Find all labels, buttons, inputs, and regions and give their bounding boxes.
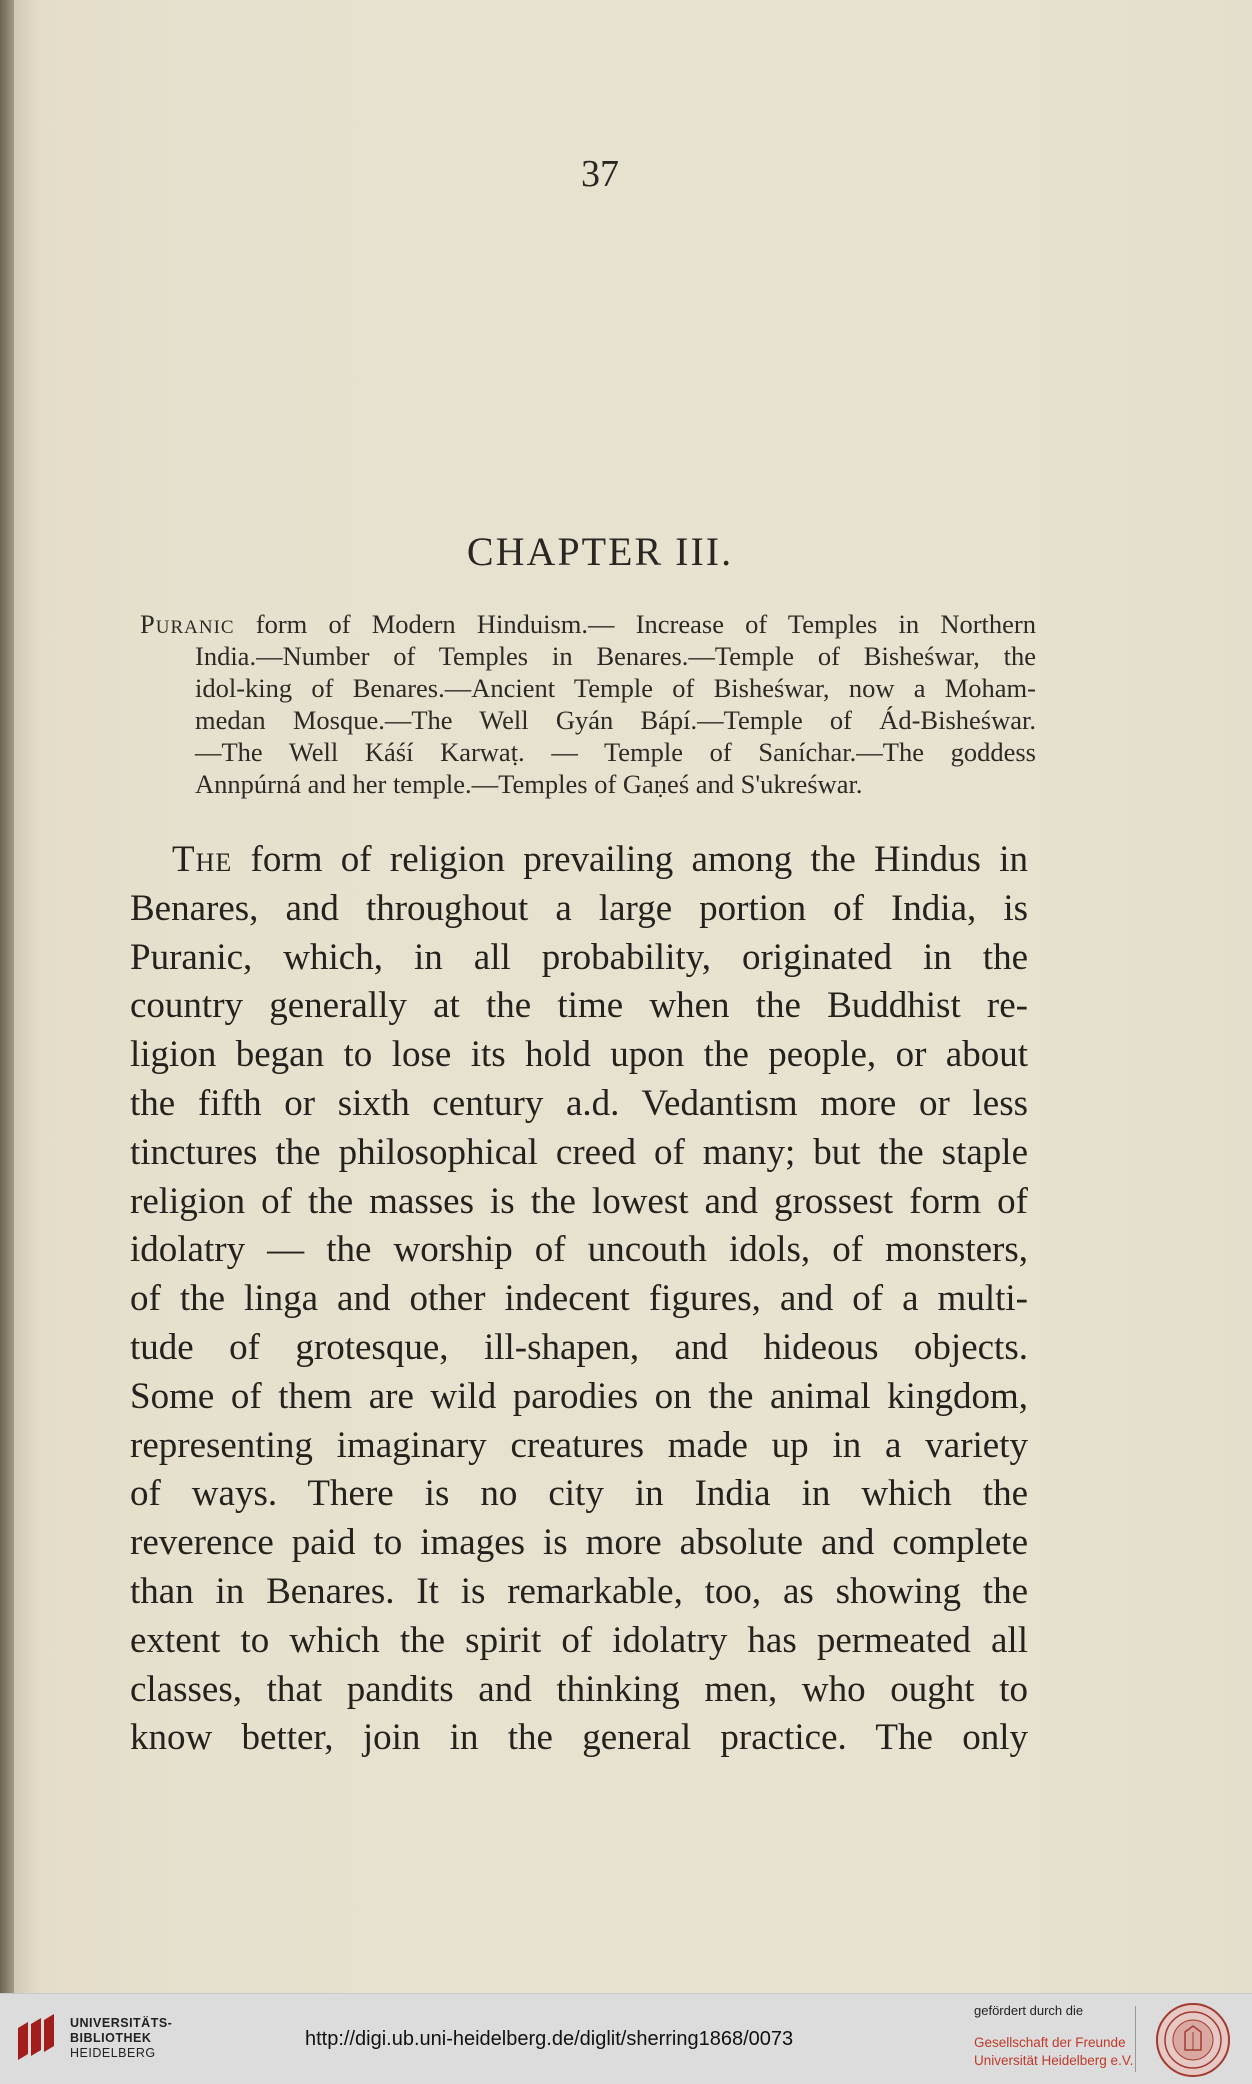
summary-line: India.—Number of Temples in Benares.—Temple of Bisheśwar, the	[195, 641, 1036, 671]
summary-line: Puranic form of Modern Hinduism.— Increase of Temples in Northern	[140, 609, 1036, 639]
body-line: ligion began to lose its hold upon the people, or about	[130, 1034, 1028, 1076]
digitization-footer	[0, 1993, 1252, 2084]
permalink-url[interactable]: http://digi.ub.uni-heidelberg.de/diglit/sherring1868/0073	[305, 2028, 794, 2050]
university-library-logo-icon	[14, 2014, 60, 2064]
body-line: reverence paid to images is more absolute and complete	[130, 1522, 1028, 1564]
body-line: classes, that pandits and thinking men, who ought to	[130, 1668, 1028, 1710]
chapter-title: CHAPTER III.	[466, 529, 734, 574]
book-spine-shadow	[0, 0, 14, 1993]
body-line: Puranic, which, in all probability, originated in the	[130, 936, 1028, 978]
library-name: UNIVERSITÄTS- BIBLIOTHEK HEIDELBERG	[70, 2016, 173, 2060]
body-line: Some of them are wild parodies on the animal kingdom,	[130, 1375, 1028, 1417]
body-paragraph	[130, 836, 1028, 1763]
body-line: country generally at the time when the Buddhist re-	[130, 985, 1028, 1027]
summary-lead: Puranic	[140, 609, 235, 639]
chapter-summary	[140, 608, 1036, 800]
body-line: tude of grotesque, ill-shapen, and hideous objects.	[130, 1326, 1028, 1368]
summary-line: —The Well Káśí Karwaṭ. — Temple of Saníchar.—The goddess	[195, 737, 1036, 767]
summary-line: medan Mosque.—The Well Gyán Bápí.—Temple of Ád-Bisheśwar.	[195, 705, 1036, 735]
body-line: of the linga and other indecent figures, and of a multi-	[130, 1278, 1028, 1320]
body-line: idolatry — the worship of uncouth idols, of monsters,	[130, 1229, 1028, 1271]
body-line: of ways. There is no city in India in which the	[130, 1473, 1028, 1515]
body-line: religion of the masses is the lowest and grossest form of	[130, 1180, 1028, 1222]
summary-line: Annpúrná and her temple.—Temples of Gaṇeś and S'ukreśwar.	[195, 769, 863, 799]
body-line: extent to which the spirit of idolatry has permeated all	[130, 1619, 1028, 1661]
body-line: tinctures the philosophical creed of many; but the staple	[130, 1131, 1028, 1173]
footer-divider	[1135, 2006, 1136, 2072]
body-line: Benares, and throughout a large portion of India, is	[130, 887, 1028, 929]
body-line: know better, join in the general practice. The only	[130, 1717, 1028, 1759]
body-line: the fifth or sixth century a.d. Vedantism more or less	[130, 1082, 1028, 1124]
page-number: 37	[581, 153, 619, 195]
sponsor-label: gefördert durch die	[974, 2003, 1084, 2018]
body-lead: The	[172, 839, 233, 880]
body-line: than in Benares. It is remarkable, too, as showing the	[130, 1570, 1028, 1612]
body-line: representing imaginary creatures made up in a variety	[130, 1424, 1028, 1466]
body-line: The form of religion prevailing among the Hindus in	[172, 839, 1028, 880]
university-seal-icon	[1155, 2002, 1231, 2078]
sponsor-name: Gesellschaft der Freunde Universität Heidelberg e.V.	[974, 2035, 1134, 2068]
summary-line: idol-king of Benares.—Ancient Temple of Bisheśwar, now a Moham-	[195, 673, 1036, 703]
